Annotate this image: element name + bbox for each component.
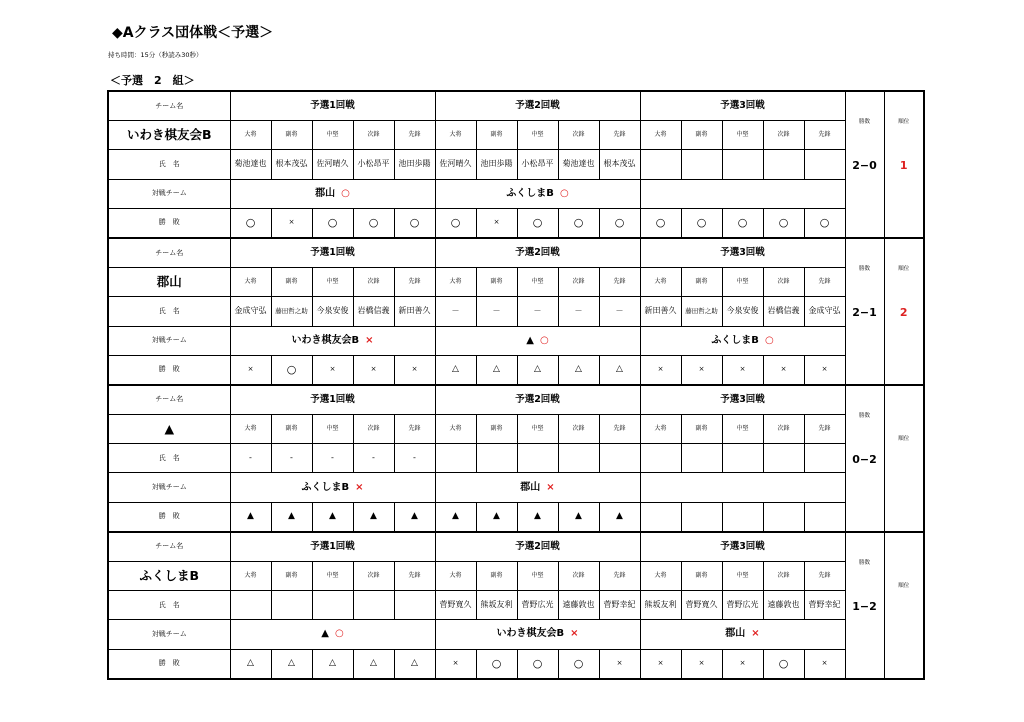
game-result: ○ — [476, 649, 517, 679]
position-label: 大将 — [435, 562, 476, 591]
game-result: ▲ — [353, 502, 394, 532]
position-label: 次鋒 — [763, 415, 804, 444]
position-label: 大将 — [230, 268, 271, 297]
round-header: 予選2回戦 — [435, 532, 640, 562]
game-result: × — [804, 355, 845, 385]
opponent-name: ▲ — [526, 334, 534, 346]
player-name — [476, 444, 517, 473]
game-result: ○ — [558, 208, 599, 238]
position-label: 中堅 — [312, 415, 353, 444]
player-name — [804, 150, 845, 179]
player-name: 熊坂友利 — [476, 591, 517, 620]
game-result: △ — [312, 649, 353, 679]
position-label: 副将 — [476, 415, 517, 444]
position-label: 中堅 — [722, 562, 763, 591]
player-name: - — [394, 444, 435, 473]
game-result: △ — [230, 649, 271, 679]
opponent-label: 対戦チーム — [108, 473, 230, 502]
opponent-label: 対戦チーム — [108, 326, 230, 355]
player-name — [681, 150, 722, 179]
position-label: 次鋒 — [353, 121, 394, 150]
position-label: 先鋒 — [804, 121, 845, 150]
player-name: － — [476, 297, 517, 326]
player-name: - — [353, 444, 394, 473]
game-result: ▲ — [312, 502, 353, 532]
team-name-label: チーム名 — [108, 385, 230, 415]
player-name: － — [517, 297, 558, 326]
game-result: ○ — [804, 208, 845, 238]
position-label: 中堅 — [722, 415, 763, 444]
game-result: ▲ — [435, 502, 476, 532]
game-result: ▲ — [230, 502, 271, 532]
record-cell — [845, 532, 884, 679]
player-name: - — [271, 444, 312, 473]
game-result: ○ — [681, 208, 722, 238]
position-label: 先鋒 — [599, 415, 640, 444]
position-label: 大将 — [640, 121, 681, 150]
result-label: 勝 敗 — [108, 502, 230, 532]
position-label: 中堅 — [517, 268, 558, 297]
team-record: 0−2 — [852, 452, 877, 466]
player-name — [394, 591, 435, 620]
game-result: ○ — [271, 355, 312, 385]
position-label: 中堅 — [517, 562, 558, 591]
player-name — [722, 444, 763, 473]
players-label: 氏 名 — [108, 150, 230, 179]
player-name: - — [312, 444, 353, 473]
game-result: × — [312, 355, 353, 385]
position-label: 中堅 — [312, 121, 353, 150]
game-result: ○ — [599, 208, 640, 238]
position-label: 先鋒 — [804, 562, 845, 591]
match-result-mark: × — [365, 334, 374, 346]
player-name: 岩橋信義 — [353, 297, 394, 326]
game-result: ○ — [763, 649, 804, 679]
player-name: 菅野幸紀 — [804, 591, 845, 620]
position-label: 中堅 — [312, 562, 353, 591]
record-cell — [845, 385, 884, 532]
game-result: ▲ — [394, 502, 435, 532]
position-label: 中堅 — [517, 121, 558, 150]
player-name: － — [599, 297, 640, 326]
game-result: △ — [353, 649, 394, 679]
opponent-name: 郡山 — [315, 187, 336, 199]
round-header: 予選3回戦 — [640, 385, 845, 415]
rank-cell — [884, 91, 924, 238]
position-label: 次鋒 — [558, 562, 599, 591]
game-result: × — [230, 355, 271, 385]
game-result: ○ — [312, 208, 353, 238]
player-name — [640, 150, 681, 179]
wins-header: 勝数 — [858, 413, 870, 420]
player-name — [763, 444, 804, 473]
position-label: 中堅 — [722, 268, 763, 297]
game-result: × — [435, 649, 476, 679]
match-result-mark: ○ — [559, 187, 569, 199]
match-result-mark: × — [570, 628, 579, 640]
position-label: 副将 — [476, 562, 517, 591]
position-label: 副将 — [271, 415, 312, 444]
position-label: 大将 — [230, 562, 271, 591]
player-name — [271, 591, 312, 620]
result-label: 勝 敗 — [108, 208, 230, 238]
player-name — [353, 591, 394, 620]
team-name-label: チーム名 — [108, 532, 230, 562]
round-header: 予選2回戦 — [435, 385, 640, 415]
game-result: × — [640, 649, 681, 679]
player-name: 佐河晴久 — [312, 150, 353, 179]
round-header: 予選3回戦 — [640, 91, 845, 121]
position-label: 大将 — [435, 121, 476, 150]
game-result: △ — [394, 649, 435, 679]
player-name — [435, 444, 476, 473]
player-name: 佐河晴久 — [435, 150, 476, 179]
player-name: 岩橋信義 — [763, 297, 804, 326]
position-label: 大将 — [640, 562, 681, 591]
player-name: 小松昂平 — [517, 150, 558, 179]
position-label: 副将 — [681, 415, 722, 444]
position-label: 副将 — [681, 121, 722, 150]
players-label: 氏 名 — [108, 297, 230, 326]
position-label: 副将 — [681, 562, 722, 591]
player-name: 池田歩陽 — [394, 150, 435, 179]
position-label: 大将 — [640, 268, 681, 297]
opponent-cell — [640, 620, 845, 649]
position-label: 先鋒 — [394, 562, 435, 591]
player-name: 菅野幸紀 — [599, 591, 640, 620]
game-result: × — [722, 649, 763, 679]
game-result — [640, 502, 681, 532]
game-result: ○ — [640, 208, 681, 238]
player-name: 菅野寛久 — [435, 591, 476, 620]
result-label: 勝 敗 — [108, 649, 230, 679]
game-result: × — [353, 355, 394, 385]
opponent-name: いわき棋友会B — [496, 628, 565, 640]
opponent-cell — [435, 326, 640, 355]
player-name: 新田善久 — [394, 297, 435, 326]
opponent-cell — [435, 179, 640, 208]
position-label: 副将 — [681, 268, 722, 297]
position-label: 副将 — [271, 562, 312, 591]
game-result: × — [599, 649, 640, 679]
rank-header: 順位 — [898, 582, 910, 589]
opponent-name: いわき棋友会B — [291, 334, 360, 346]
game-result: × — [804, 649, 845, 679]
game-result: × — [681, 649, 722, 679]
player-name — [640, 444, 681, 473]
position-label: 副将 — [271, 121, 312, 150]
player-name: 菅野寛久 — [681, 591, 722, 620]
rank-header: 順位 — [898, 266, 910, 273]
game-result: ▲ — [558, 502, 599, 532]
wins-header: 勝数 — [858, 119, 870, 126]
opponent-name: 郡山 — [725, 628, 746, 640]
game-result: ○ — [558, 649, 599, 679]
round-header: 予選2回戦 — [435, 91, 640, 121]
player-name: － — [558, 297, 599, 326]
position-label: 先鋒 — [804, 415, 845, 444]
match-result-mark: ○ — [334, 628, 344, 640]
opponent-cell — [230, 620, 435, 649]
round-header: 予選1回戦 — [230, 91, 435, 121]
player-name — [558, 444, 599, 473]
match-result-mark: × — [546, 481, 555, 493]
player-name: 根本茂弘 — [271, 150, 312, 179]
team-record: 1−2 — [852, 599, 877, 613]
players-label: 氏 名 — [108, 591, 230, 620]
game-result: × — [476, 208, 517, 238]
game-result: ▲ — [517, 502, 558, 532]
position-label: 先鋒 — [804, 268, 845, 297]
player-name — [230, 591, 271, 620]
time-rule: 持ち時間：15分（秒読み30秒） — [108, 51, 203, 59]
game-result: × — [763, 355, 804, 385]
game-result: × — [681, 355, 722, 385]
player-name: 菅野広光 — [517, 591, 558, 620]
match-result-mark: ○ — [341, 187, 350, 199]
match-result-mark: ○ — [764, 334, 774, 346]
opponent-cell — [640, 473, 845, 502]
opponent-label: 対戦チーム — [108, 179, 230, 208]
game-result: ○ — [353, 208, 394, 238]
game-result: △ — [435, 355, 476, 385]
match-result-mark: × — [751, 628, 760, 640]
game-result: × — [722, 355, 763, 385]
position-label: 次鋒 — [763, 562, 804, 591]
player-name: 熊坂友利 — [640, 591, 681, 620]
team-name-label: チーム名 — [108, 91, 230, 121]
player-name: 金成守弘 — [804, 297, 845, 326]
record-cell — [845, 238, 884, 385]
position-label: 次鋒 — [353, 562, 394, 591]
player-name: 根本茂弘 — [599, 150, 640, 179]
player-name: 今泉安俊 — [312, 297, 353, 326]
team-rank: 1 — [899, 158, 908, 172]
game-result: × — [394, 355, 435, 385]
opponent-label: 対戦チーム — [108, 620, 230, 649]
position-label: 先鋒 — [394, 415, 435, 444]
game-result: ▲ — [599, 502, 640, 532]
game-result: ○ — [435, 208, 476, 238]
round-header: 予選1回戦 — [230, 385, 435, 415]
opponent-cell — [640, 179, 845, 208]
result-label: 勝 敗 — [108, 355, 230, 385]
game-result — [763, 502, 804, 532]
opponent-name: ふくしまB — [711, 334, 759, 346]
team-record: 2−1 — [852, 305, 877, 319]
position-label: 先鋒 — [394, 121, 435, 150]
position-label: 次鋒 — [763, 268, 804, 297]
page-title: ◆Aクラス団体戦＜予選＞ — [112, 25, 274, 41]
wins-header: 勝数 — [858, 560, 870, 567]
rank-header: 順位 — [898, 119, 910, 126]
game-result: ○ — [763, 208, 804, 238]
opponent-cell — [435, 620, 640, 649]
player-name: 今泉安俊 — [722, 297, 763, 326]
team-name: ふくしまB — [108, 562, 230, 591]
player-name: 菊池達也 — [558, 150, 599, 179]
game-result: ○ — [230, 208, 271, 238]
position-label: 副将 — [476, 121, 517, 150]
player-name: - — [230, 444, 271, 473]
opponent-name: ふくしまB — [301, 481, 350, 493]
player-name: 藤田哲之助 — [681, 297, 722, 326]
player-name: 金成守弘 — [230, 297, 271, 326]
wins-header: 勝数 — [858, 266, 870, 273]
player-name — [804, 444, 845, 473]
round-header: 予選1回戦 — [230, 532, 435, 562]
game-result — [681, 502, 722, 532]
team-name-label: チーム名 — [108, 238, 230, 268]
player-name — [763, 150, 804, 179]
game-result: ▲ — [476, 502, 517, 532]
game-result: × — [640, 355, 681, 385]
game-result: × — [271, 208, 312, 238]
position-label: 大将 — [435, 415, 476, 444]
game-result: △ — [599, 355, 640, 385]
player-name — [517, 444, 558, 473]
position-label: 大将 — [435, 268, 476, 297]
rank-cell — [884, 238, 924, 385]
team-name: いわき棋友会B — [108, 121, 230, 150]
team-name: 郡山 — [108, 268, 230, 297]
game-result — [804, 502, 845, 532]
position-label: 次鋒 — [763, 121, 804, 150]
position-label: 次鋒 — [558, 415, 599, 444]
opponent-cell — [640, 326, 845, 355]
position-label: 中堅 — [722, 121, 763, 150]
opponent-cell — [230, 473, 435, 502]
player-name — [599, 444, 640, 473]
position-label: 中堅 — [312, 268, 353, 297]
players-label: 氏 名 — [108, 444, 230, 473]
game-result: ▲ — [271, 502, 312, 532]
results-table — [107, 90, 925, 680]
game-result — [722, 502, 763, 532]
round-header: 予選3回戦 — [640, 532, 845, 562]
player-name: 菅野広光 — [722, 591, 763, 620]
opponent-name: ふくしまB — [506, 187, 554, 199]
position-label: 中堅 — [517, 415, 558, 444]
game-result: ○ — [722, 208, 763, 238]
record-cell — [845, 91, 884, 238]
game-result: ○ — [517, 208, 558, 238]
game-result: △ — [558, 355, 599, 385]
player-name: 新田善久 — [640, 297, 681, 326]
player-name: 藤田哲之助 — [271, 297, 312, 326]
position-label: 大将 — [640, 415, 681, 444]
player-name: 遠藤敦也 — [558, 591, 599, 620]
position-label: 副将 — [476, 268, 517, 297]
player-name — [312, 591, 353, 620]
game-result: ○ — [517, 649, 558, 679]
game-result: △ — [476, 355, 517, 385]
player-name: 小松昂平 — [353, 150, 394, 179]
rank-cell — [884, 532, 924, 679]
team-record: 2−0 — [852, 158, 877, 172]
match-result-mark: × — [355, 481, 364, 493]
player-name: 菊池達也 — [230, 150, 271, 179]
round-header: 予選2回戦 — [435, 238, 640, 268]
position-label: 先鋒 — [599, 268, 640, 297]
position-label: 大将 — [230, 415, 271, 444]
opponent-cell — [230, 326, 435, 355]
game-result: △ — [517, 355, 558, 385]
position-label: 次鋒 — [353, 415, 394, 444]
team-rank: 2 — [899, 305, 908, 319]
position-label: 次鋒 — [558, 121, 599, 150]
position-label: 次鋒 — [558, 268, 599, 297]
opponent-cell — [435, 473, 640, 502]
match-result-mark: ○ — [539, 334, 549, 346]
position-label: 大将 — [230, 121, 271, 150]
position-label: 先鋒 — [394, 268, 435, 297]
team-name: ▲ — [108, 415, 230, 444]
opponent-name: 郡山 — [520, 481, 541, 493]
rank-header: 順位 — [898, 435, 910, 442]
rank-cell — [884, 385, 924, 532]
opponent-cell — [230, 179, 435, 208]
player-name — [681, 444, 722, 473]
position-label: 副将 — [271, 268, 312, 297]
player-name: － — [435, 297, 476, 326]
position-label: 先鋒 — [599, 121, 640, 150]
player-name — [722, 150, 763, 179]
game-result: △ — [271, 649, 312, 679]
position-label: 次鋒 — [353, 268, 394, 297]
player-name: 遠藤敦也 — [763, 591, 804, 620]
group-heading: ＜予選 2 組＞ — [110, 74, 195, 87]
round-header: 予選1回戦 — [230, 238, 435, 268]
position-label: 先鋒 — [599, 562, 640, 591]
player-name: 池田歩陽 — [476, 150, 517, 179]
game-result: ○ — [394, 208, 435, 238]
round-header: 予選3回戦 — [640, 238, 845, 268]
opponent-name: ▲ — [321, 628, 329, 640]
